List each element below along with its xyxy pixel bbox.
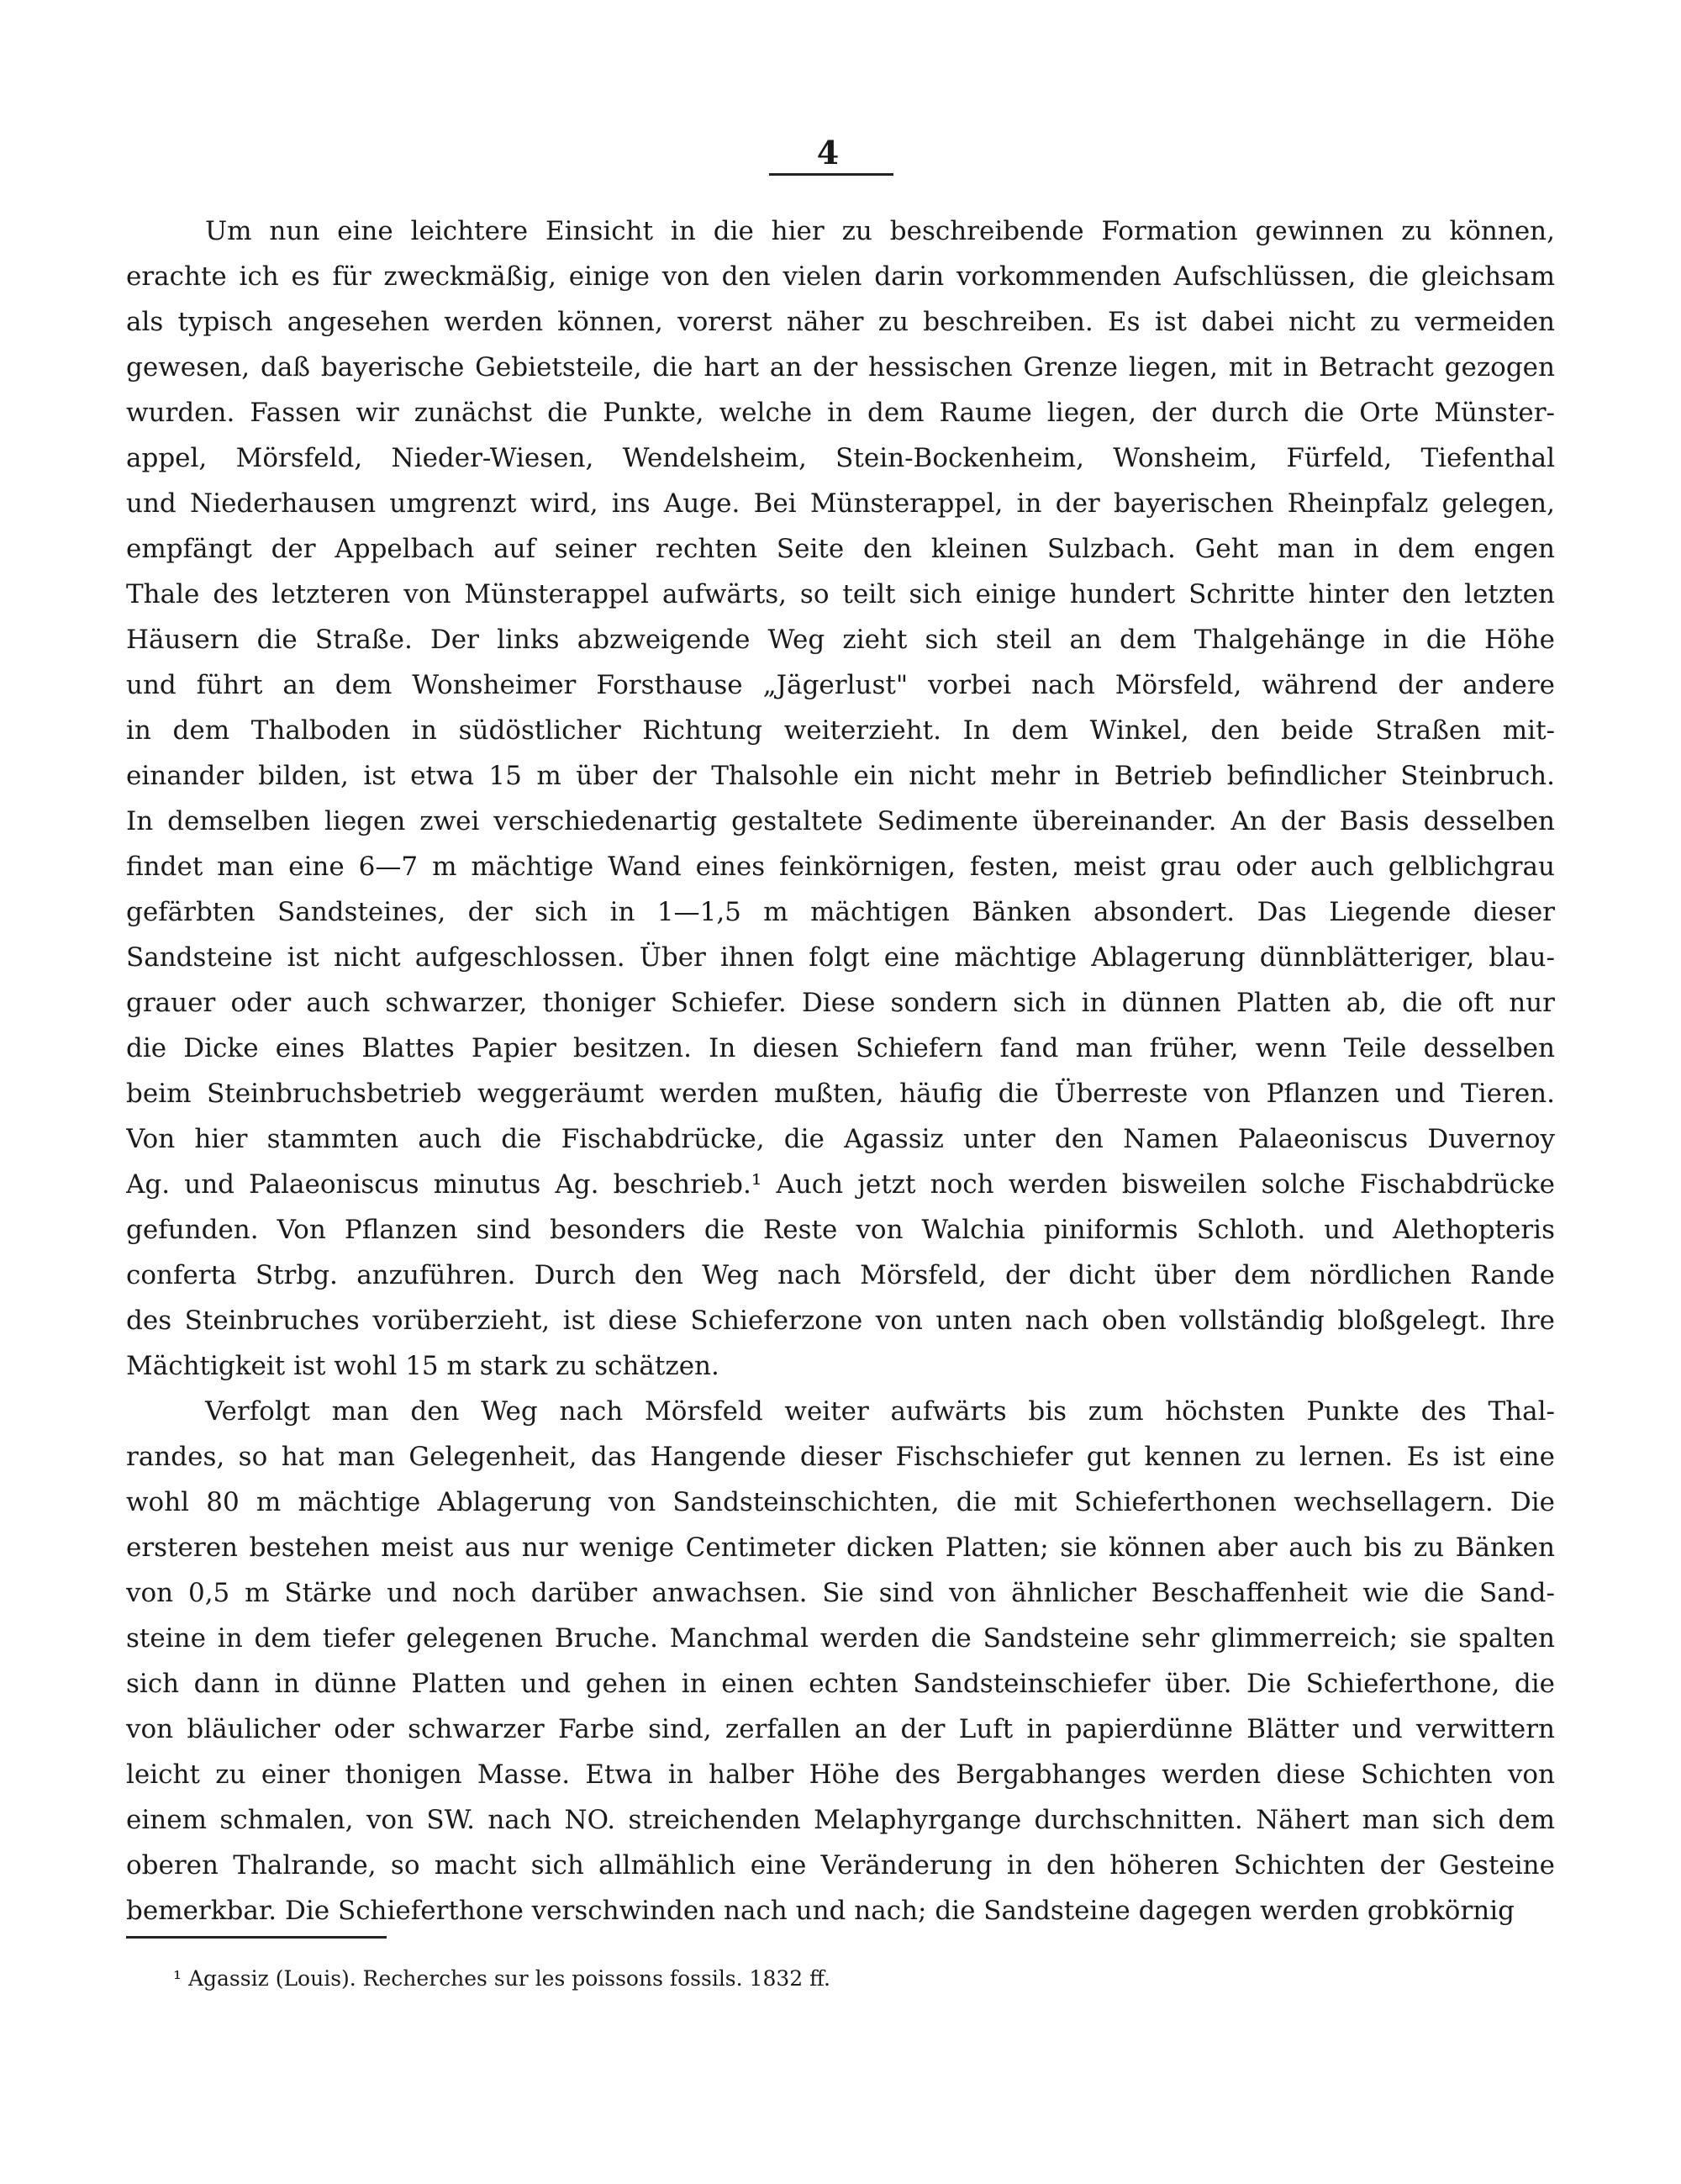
page-number: 4 [816,134,840,171]
page-number-underline [769,173,893,176]
text-line: gefärbten Sandsteines, der sich in 1—1,5 m mächtigen Bänken absondert. Das Liegende dieser [126,897,1555,927]
text-line: Verfolgt man den Weg nach Mörsfeld weiter aufwärts bis zum höchsten Punkte des Thal- [205,1396,1555,1427]
text-line: findet man eine 6—7 m mächtige Wand eines feinkörnigen, festen, meist grau oder auch gelblichgrau [126,852,1555,882]
text-line: steine in dem tiefer gelegenen Bruche. Manchmal werden die Sandsteine sehr glimmerreich; sie spalten [126,1623,1555,1654]
text-line: ersteren bestehen meist aus nur wenige Centimeter dicken Platten; sie können aber auch bis zu Bänken [126,1532,1555,1563]
text-line: von bläulicher oder schwarzer Farbe sind, zerfallen an der Luft in papierdünne Blätter und verwittern [126,1714,1555,1744]
text-line: des Steinbruches vorüberzieht, ist diese Schieferzone von unten nach oben vollständig bloßgelegt. Ihre [126,1306,1555,1336]
text-line: leicht zu einer thonigen Masse. Etwa in halber Höhe des Bergabhanges werden diese Schichten von [126,1759,1555,1790]
text-line: gefunden. Von Pflanzen sind besonders die Reste von Walchia piniformis Schloth. und Alethopteris [126,1215,1555,1245]
text-line: die Dicke eines Blattes Papier besitzen. In diesen Schiefern fand man früher, wenn Teile desselben [126,1033,1555,1063]
text-line: conferta Strbg. anzuführen. Durch den Weg nach Mörsfeld, der dicht über dem nördlichen Rande [126,1260,1555,1290]
text-line: Mächtigkeit ist wohl 15 m stark zu schätzen. [126,1351,719,1381]
text-line: einem schmalen, von SW. nach NO. streichenden Melaphyrgange durchschnitten. Nähert man sich dem [126,1805,1555,1835]
text-line: in dem Thalboden in südöstlicher Richtung weiterzieht. In dem Winkel, den beide Straßen mit- [126,715,1555,746]
text-line: Sandsteine ist nicht aufgeschlossen. Über ihnen folgt eine mächtige Ablagerung dünnblätteriger, blau- [126,942,1555,973]
text-line: randes, so hat man Gelegenheit, das Hangende dieser Fischschiefer gut kennen zu lernen. Es ist eine [126,1442,1555,1472]
text-line: In demselben liegen zwei verschiedenartig gestaltete Sedimente übereinander. An der Basis desselben [126,806,1555,836]
text-line: empfängt der Appelbach auf seiner rechten Seite den kleinen Sulzbach. Geht man in dem engen [126,534,1555,564]
text-line: wohl 80 m mächtige Ablagerung von Sandsteinschichten, die mit Schieferthonen wechsellagern. Die [126,1487,1555,1517]
text-line: bemerkbar. Die Schieferthone verschwinden nach und nach; die Sandsteine dagegen werden grobkörnig [126,1896,1515,1926]
footnote-separator [126,1936,387,1939]
text-line: oberen Thalrande, so macht sich allmählich eine Veränderung in den höheren Schichten der Gesteine [126,1850,1555,1881]
text-line: Thale des letzteren von Münsterappel aufwärts, so teilt sich einige hundert Schritte hinter den letzten [126,579,1555,609]
text-line: und Niederhausen umgrenzt wird, ins Auge. Bei Münsterappel, in der bayerischen Rheinpfalz gelegen, [126,488,1555,519]
text-line: wurden. Fassen wir zunächst die Punkte, welche in dem Raume liegen, der durch die Orte Münster- [126,398,1555,428]
text-line: einander bilden, ist etwa 15 m über der Thalsohle ein nicht mehr in Betrieb befindlicher Steinbruch. [126,761,1555,791]
text-line: beim Steinbruchsbetrieb weggeräumt werden mußten, häufig die Überreste von Pflanzen und Tieren. [126,1079,1555,1109]
text-line: als typisch angesehen werden können, vorerst näher zu beschreiben. Es ist dabei nicht zu vermeiden [126,307,1555,337]
text-line: Häusern die Straße. Der links abzweigende Weg zieht sich steil an dem Thalgehänge in die Höhe [126,625,1555,655]
text-line: sich dann in dünne Platten und gehen in einen echten Sandsteinschiefer über. Die Schieferthone, die [126,1669,1555,1699]
text-line: erachte ich es für zweckmäßig, einige von den vielen darin vorkommenden Aufschlüssen, die gleichsam [126,261,1555,292]
text-line: Ag. und Palaeoniscus minutus Ag. beschrieb.¹ Auch jetzt noch werden bisweilen solche Fischabdrücke [126,1169,1555,1200]
text-line: und führt an dem Wonsheimer Forsthause „Jägerlust" vorbei nach Mörsfeld, während der andere [126,670,1555,700]
text-line: grauer oder auch schwarzer, thoniger Schiefer. Diese sondern sich in dünnen Platten ab, die oft nur [126,988,1555,1018]
text-line: appel, Mörsfeld, Nieder-Wiesen, Wendelsheim, Stein-Bockenheim, Wonsheim, Fürfeld, Tiefenthal [126,443,1555,473]
footnote: ¹ Agassiz (Louis). Recherches sur les poissons fossils. 1832 ff. [173,1966,830,1991]
text-line: gewesen, daß bayerische Gebietsteile, die hart an der hessischen Grenze liegen, mit in Betracht gezogen [126,352,1555,382]
body-text [126,208,1555,1933]
text-line: Von hier stammten auch die Fischabdrücke, die Agassiz unter den Namen Palaeoniscus Duvernoy [126,1124,1555,1154]
text-line: Um nun eine leichtere Einsicht in die hier zu beschreibende Formation gewinnen zu können, [205,216,1555,246]
text-line: von 0,5 m Stärke und noch darüber anwachsen. Sie sind von ähnlicher Beschaffenheit wie die Sand- [126,1578,1555,1608]
